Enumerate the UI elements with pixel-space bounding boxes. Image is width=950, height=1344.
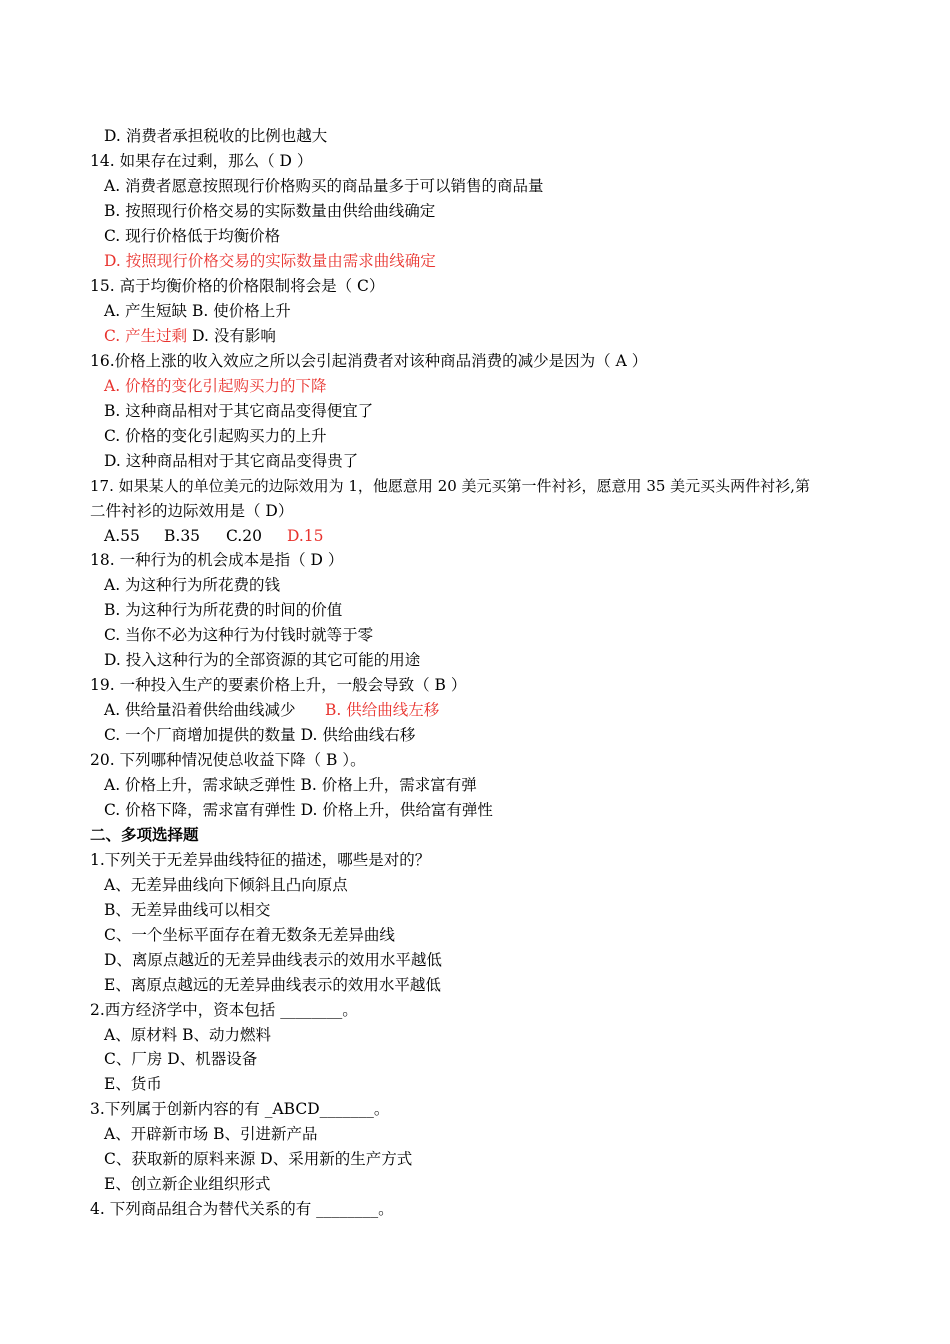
mc-option-1e: E、离原点越远的无差异曲线表示的效用水平越低 [104, 976, 441, 994]
question-16: 16.价格上涨的收入效应之所以会引起消费者对该种商品消费的减少是因为（ A ） [90, 352, 648, 370]
option-20cd: C. 价格下降，需求富有弹性 D. 价格上升，供给富有弹性 [104, 801, 493, 819]
mc-option-3ab: A、开辟新市场 B、引进新产品 [104, 1125, 318, 1143]
mc-option-3cd: C、获取新的原料来源 D、采用新的生产方式 [104, 1150, 413, 1168]
option-19cd: C. 一个厂商增加提供的数量 D. 供给曲线右移 [104, 726, 416, 744]
question-17-cont: 二件衬衫的边际效用是（ D） [90, 502, 294, 520]
option-20ab: A. 价格上升，需求缺乏弹性 B. 价格上升，需求富有弹 [104, 776, 477, 794]
mc-option-1a: A、无差异曲线向下倾斜且凸向原点 [104, 876, 348, 894]
option-14b: B. 按照现行价格交易的实际数量由供给曲线确定 [104, 202, 436, 220]
option-16b: B. 这种商品相对于其它商品变得便宜了 [104, 402, 374, 420]
mc-option-2cd: C、厂房 D、机器设备 [104, 1050, 258, 1068]
option-16a-answer: A. 价格的变化引起购买力的下降 [104, 377, 327, 395]
option-17c: C.20 [226, 527, 262, 545]
mc-option-2e: E、货币 [104, 1075, 162, 1093]
option-17d-answer: D.15 [287, 527, 324, 545]
option-18d: D. 投入这种行为的全部资源的其它可能的用途 [104, 651, 421, 669]
mc-question-3: 3.下列属于创新内容的有 _ABCD_______。 [90, 1100, 390, 1118]
option-18b: B. 为这种行为所花费的时间的价值 [104, 601, 343, 619]
mc-option-3e: E、创立新企业组织形式 [104, 1175, 271, 1193]
mc-question-1: 1.下列关于无差异曲线特征的描述，哪些是对的？ [90, 851, 431, 869]
option-18c: C. 当你不必为这种行为付钱时就等于零 [104, 626, 374, 644]
option-14c: C. 现行价格低于均衡价格 [104, 227, 281, 245]
mc-option-1c: C、一个坐标平面存在着无数条无差异曲线 [104, 926, 395, 944]
option-18a: A. 为这种行为所花费的钱 [104, 576, 281, 594]
mc-question-2: 2.西方经济学中，资本包括 ________。 [90, 1001, 358, 1019]
option-16d: D. 这种商品相对于其它商品变得贵了 [104, 452, 359, 470]
question-15: 15. 高于均衡价格的价格限制将会是（ C） [90, 277, 385, 295]
question-17: 17. 如果某人的单位美元的边际效用为 1，他愿意用 20 美元买第一件衬衫，愿意用 35 美元买头两件衬衫,第 [90, 477, 810, 495]
option-13d: D. 消费者承担税收的比例也越大 [104, 127, 328, 145]
mc-option-1b: B、无差异曲线可以相交 [104, 901, 271, 919]
option-15cd [104, 326, 276, 346]
question-19: 19. 一种投入生产的要素价格上升，一般会导致（ B ） [90, 676, 467, 694]
mc-option-2ab: A、原材料 B、动力燃料 [104, 1026, 272, 1044]
option-17b: B.35 [164, 527, 201, 545]
option-19a: A. 供给量沿着供给曲线减少 [104, 701, 296, 719]
option-16c: C. 价格的变化引起购买力的上升 [104, 427, 327, 445]
option-15ab: A. 产生短缺 B. 使价格上升 [104, 302, 291, 320]
mc-question-4: 4. 下列商品组合为替代关系的有 ________。 [90, 1200, 394, 1218]
option-17a: A.55 [104, 527, 140, 545]
option-15d: D. 没有影响 [187, 327, 276, 345]
option-19b-answer: B. 供给曲线左移 [325, 701, 440, 719]
option-15c-answer: C. 产生过剩 [104, 327, 188, 345]
question-14: 14. 如果存在过剩，那么（ D ） [90, 152, 313, 170]
option-14a: A. 消费者愿意按照现行价格购买的商品量多于可以销售的商品量 [104, 177, 544, 195]
question-18: 18. 一种行为的机会成本是指（ D ） [90, 551, 344, 569]
option-14d-answer: D. 按照现行价格交易的实际数量由需求曲线确定 [104, 252, 436, 270]
question-20: 20. 下列哪种情况使总收益下降（ B ）。 [90, 751, 366, 769]
section-heading-multiple-choice: 二、多项选择题 [90, 825, 199, 844]
mc-option-1d: D、离原点越近的无差异曲线表示的效用水平越低 [104, 951, 442, 969]
